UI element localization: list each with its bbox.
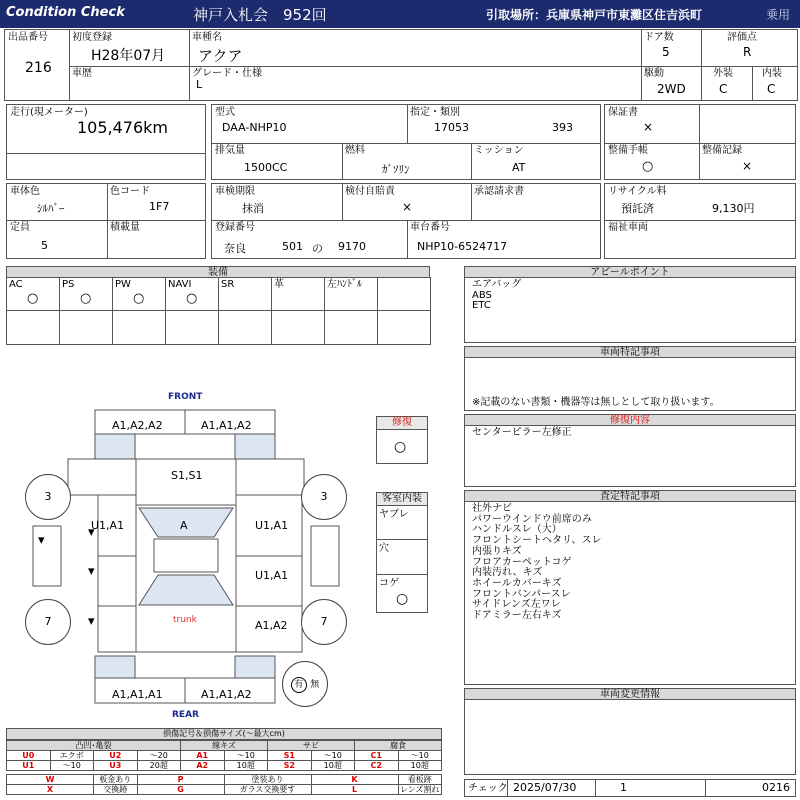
tire-rear-right-value: 7 <box>320 615 328 628</box>
grade-value: L <box>196 78 203 91</box>
recycle-block <box>604 183 796 259</box>
interior-title: 客室内装 <box>376 492 428 506</box>
equipment-mark: ○ <box>133 291 145 306</box>
equipment-cell-empty <box>324 310 378 345</box>
rear-label: REAR <box>172 710 199 720</box>
front-label: FRONT <box>168 392 203 402</box>
inspection-value: 抹消 <box>242 202 264 215</box>
capacity-label: 定員 <box>10 222 30 233</box>
drive-value: 2WD <box>657 82 686 96</box>
legend-code: G <box>137 785 224 795</box>
mileage-label: 走行(現メーター) <box>10 107 88 118</box>
fuel-label: 燃料 <box>345 145 365 156</box>
legend-desc: 看板跡 <box>398 775 442 785</box>
inspection-label: 車検期限 <box>215 186 255 197</box>
spare-tire-circle <box>282 661 328 707</box>
legend-rust: サビ <box>268 741 355 751</box>
manual-label: 整備手帳 <box>608 145 648 156</box>
pickup-location: 引取場所：兵庫県神戸市東灘区住吉浜町 <box>486 8 703 22</box>
mileage-block <box>6 104 206 180</box>
change-info-box <box>464 699 796 775</box>
equipment-cell-empty <box>59 310 113 345</box>
doors-label: ドア数 <box>644 32 674 43</box>
auction-title: 神戸入札会 952回 <box>193 6 327 24</box>
color-label: 車体色 <box>10 186 40 197</box>
check-code: 0216 <box>762 781 790 794</box>
rear-left-damage: A1,A1,A1 <box>112 688 163 701</box>
equipment-cell <box>6 277 60 311</box>
repair-title-text: 修復 <box>392 417 412 428</box>
legend-desc: 10超 <box>311 761 355 771</box>
equipment-cell <box>218 277 272 311</box>
equipment-cell <box>377 277 431 311</box>
equipment-cell-empty <box>112 310 166 345</box>
plate-kana: の <box>312 242 323 255</box>
legend-desc: 10超 <box>224 761 268 771</box>
insurance-value: × <box>402 200 413 214</box>
door-mark-3: ▾ <box>88 614 95 629</box>
score-value: R <box>743 45 752 59</box>
door-mark-1: ▾ <box>88 525 95 540</box>
legend-code: S2 <box>268 761 312 771</box>
plate-number: 9170 <box>338 240 366 253</box>
repair-box <box>376 429 428 464</box>
header-bar <box>0 0 800 28</box>
repair-content-box <box>464 425 796 487</box>
front-right-damage: A1,A1,A2 <box>201 419 252 432</box>
right-quarter-damage: A1,A2 <box>255 619 288 632</box>
check-row <box>464 779 796 797</box>
change-info-title: 車両変更情報 <box>464 688 796 700</box>
tire-front-left-value: 3 <box>44 490 52 503</box>
check-date: 2025/07/30 <box>513 781 577 794</box>
legend-code: U2 <box>94 751 138 761</box>
assessment-text: 社外ナビ パワーウインドウ前席のみ ハンドルスレ（大） フロントシートヘタリ、スレ 内張りキズ フロアカーペットコゲ 内装汚れ、キズ ホイールカバーキズ フロントバンパースレ サイドレンズ左ワレ ドアミラー左右キズ <box>472 503 602 622</box>
door-mark-2: ▾ <box>88 564 95 579</box>
legend-desc: 20超 <box>137 761 181 771</box>
score-label: 評価点 <box>727 32 757 43</box>
legend-title: 損傷記号＆損傷サイズ(～最大cm) <box>6 728 442 740</box>
legend-desc: ～10 <box>50 761 94 771</box>
appeal-title: アピールポイント <box>464 266 796 278</box>
repair-content-title-text: 修復内容 <box>610 415 650 426</box>
equipment-cell-empty <box>165 310 219 345</box>
legend-code: K <box>311 775 398 785</box>
equipment-label: 革 <box>274 279 284 290</box>
assessment-box <box>464 501 796 685</box>
fuel-value: ｶﾞｿﾘﾝ <box>382 163 410 176</box>
first-reg-label: 初度登録 <box>72 32 112 43</box>
legend-code: U1 <box>7 761 51 771</box>
record-label: 整備記録 <box>702 145 742 156</box>
legend-desc: 10超 <box>398 761 442 771</box>
equipment-cell-empty <box>271 310 325 345</box>
legend-code: W <box>7 775 94 785</box>
equipment-label: 左ﾊﾝﾄﾞﾙ <box>327 279 362 290</box>
legend-desc: 板金あり <box>94 775 138 785</box>
warranty-value: × <box>643 120 654 134</box>
mileage-value: 105,476km <box>77 118 169 137</box>
legend-desc: ～10 <box>224 751 268 761</box>
interior-box <box>376 505 428 613</box>
equipment-cell <box>112 277 166 311</box>
legend-desc: 塗装あり <box>224 775 311 785</box>
rear-right-damage: A1,A1,A2 <box>201 688 252 701</box>
repair-content-text: センターピラー左修正 <box>472 427 572 438</box>
inspection-block <box>211 183 601 259</box>
model-label: 型式 <box>215 107 235 118</box>
displacement-value: 1500CC <box>244 161 288 174</box>
doors-value: 5 <box>662 45 670 59</box>
legend-scratch: 線キズ <box>181 741 268 751</box>
legend-desc: 交換跡 <box>94 785 138 795</box>
roof-damage: S1,S1 <box>171 469 203 482</box>
glass-damage: A <box>180 519 188 532</box>
recycle-status: 預託済 <box>621 202 654 215</box>
legend <box>6 728 442 795</box>
legend-code: P <box>137 775 224 785</box>
category-number: 393 <box>552 121 573 134</box>
lot-number: 216 <box>25 60 52 76</box>
equipment-cell <box>271 277 325 311</box>
legend-code: A1 <box>181 751 225 761</box>
spare-yes-mark: 有 <box>291 677 307 693</box>
record-value: × <box>742 159 753 173</box>
ext-value: C <box>719 82 728 96</box>
color-code-value: 1F7 <box>149 200 170 213</box>
interior-item-burn: コゲ <box>379 578 399 589</box>
load-label: 積載量 <box>110 222 140 233</box>
legend-code: U0 <box>7 751 51 761</box>
appeal-box <box>464 277 796 343</box>
interior-item-hole: 穴 <box>379 543 389 554</box>
check-number: 1 <box>620 781 627 794</box>
legend-desc: ガラス交換要す <box>224 785 311 795</box>
manual-value: ○ <box>642 159 654 174</box>
left-front-door-damage: U1,A1 <box>91 519 125 532</box>
chassis-value: NHP10-6524717 <box>417 240 508 253</box>
left-mirror-mark: ▾ <box>38 533 45 548</box>
brand-title: Condition Check <box>6 5 125 20</box>
legend-desc: ～20 <box>137 751 181 761</box>
equipment-cell <box>324 277 378 311</box>
equipment-mark: ○ <box>80 291 92 306</box>
legend-code: X <box>7 785 94 795</box>
capacity-value: 5 <box>41 239 48 252</box>
car-name-label: 車種名 <box>192 32 222 43</box>
first-reg-value: H28年07月 <box>91 48 166 64</box>
equipment-label: AC <box>9 279 23 290</box>
equipment-cell-empty <box>377 310 431 345</box>
special-title: 車両特記事項 <box>464 346 796 358</box>
tire-rear-left-value: 7 <box>44 615 52 628</box>
designation-label: 指定・類別 <box>410 107 460 118</box>
plate-class: 501 <box>282 240 303 253</box>
int-value: C <box>767 82 776 96</box>
color-value: ｼﾙﾊﾞｰ <box>37 202 65 215</box>
int-label: 内装 <box>762 68 782 79</box>
legend-desc: レンズ割れ <box>399 785 440 794</box>
spare-none-label: 無 <box>310 680 320 690</box>
check-label: チェック <box>468 783 508 794</box>
legend-code: A2 <box>181 761 225 771</box>
plate-label: 登録番号 <box>215 222 255 233</box>
right-front-door-damage: U1,A1 <box>255 519 289 532</box>
equipment-label: SR <box>221 279 235 290</box>
chassis-label: 車台番号 <box>410 222 450 233</box>
equipment-cell <box>165 277 219 311</box>
legend-desc: ～10 <box>311 751 355 761</box>
ext-label: 外装 <box>713 68 733 79</box>
trunk-label: trunk <box>173 615 197 625</box>
equipment-cell <box>59 277 113 311</box>
color-code-label: 色コード <box>110 186 150 197</box>
legend-desc: ～10 <box>398 751 442 761</box>
legend-code: L <box>311 785 398 795</box>
equipment-grid <box>6 277 430 345</box>
repair-title <box>376 416 428 430</box>
appeal-text: エアバッグ ABS ETC <box>472 279 522 312</box>
car-name-value: アクア <box>198 47 243 65</box>
legend-desc: エクボ <box>50 751 94 761</box>
equipment-cell-empty <box>218 310 272 345</box>
equipment-label: PS <box>62 279 75 290</box>
recycle-fee: 9,130円 <box>712 202 755 215</box>
insurance-label: 検付自賠責 <box>345 186 395 197</box>
warranty-label: 保証書 <box>608 107 638 118</box>
special-note: ※記載のない書類・機器等は無しとして取り扱います。 <box>472 397 720 408</box>
drive-label: 駆動 <box>644 68 664 79</box>
equipment-label: NAVI <box>168 279 192 290</box>
legend-code: U3 <box>94 761 138 771</box>
right-rear-door-damage: U1,A1 <box>255 569 289 582</box>
legend-table <box>6 740 442 795</box>
equipment-label: PW <box>115 279 131 290</box>
welfare-label: 福祉車両 <box>608 222 648 233</box>
color-block <box>6 183 206 259</box>
history-label: 車歴 <box>72 68 92 79</box>
legend-dent: 凸凹･亀裂 <box>7 741 181 751</box>
approval-label: 承認請求書 <box>474 186 524 197</box>
front-left-damage: A1,A2,A2 <box>112 419 163 432</box>
repair-mark: ○ <box>394 439 407 455</box>
lot-label: 出品番号 <box>8 32 48 43</box>
plate-area: 奈良 <box>224 242 246 255</box>
vehicle-category: 乗用 <box>766 8 791 22</box>
legend-corrosion: 腐食 <box>355 741 442 751</box>
tire-rear-right <box>301 599 347 645</box>
equipment-cell-empty <box>6 310 60 345</box>
equipment-mark: ○ <box>27 291 39 306</box>
displacement-label: 排気量 <box>215 145 245 156</box>
tire-rear-left <box>25 599 71 645</box>
interior-item-tear: ヤブレ <box>379 509 409 520</box>
legend-code: C2 <box>355 761 399 771</box>
equipment-title: 装備 <box>6 266 430 278</box>
tire-front-right-value: 3 <box>320 490 328 503</box>
assessment-title: 査定特記事項 <box>464 490 796 502</box>
top-info-block <box>4 29 798 101</box>
special-box <box>464 357 796 411</box>
legend-code: C1 <box>355 751 399 761</box>
car-diagram <box>18 388 368 723</box>
tire-front-right <box>301 474 347 520</box>
recycle-label: リサイクル料 <box>608 186 667 197</box>
warranty-block <box>604 104 796 180</box>
equipment-mark: ○ <box>186 291 198 306</box>
transmission-value: AT <box>512 161 526 174</box>
model-value: DAA-NHP10 <box>222 121 287 134</box>
tire-front-left <box>25 474 71 520</box>
legend-code: S1 <box>268 751 312 761</box>
grade-label: グレード・仕様 <box>192 68 262 79</box>
spec-block <box>211 104 601 180</box>
designation-value: 17053 <box>434 121 469 134</box>
interior-burn-mark: ○ <box>396 591 409 607</box>
transmission-label: ミッション <box>474 145 524 156</box>
